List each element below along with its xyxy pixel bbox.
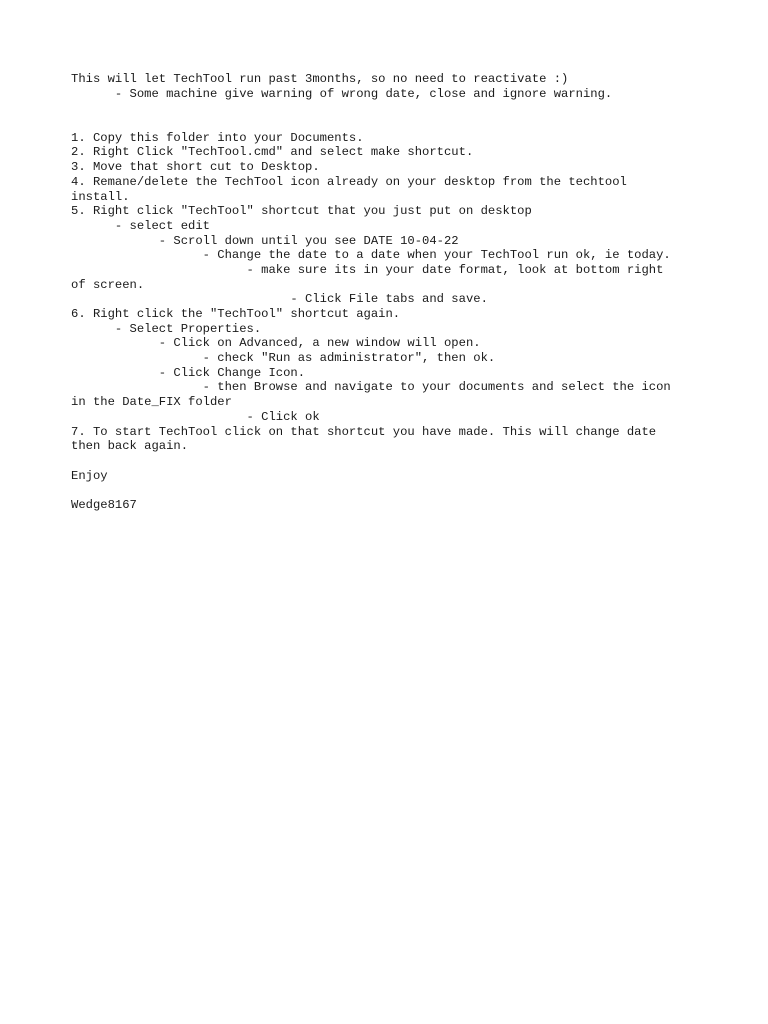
text-line: This will let TechTool run past 3months, so no need to reactivate :)	[71, 72, 569, 86]
text-line: then back again.	[71, 439, 189, 454]
text-line: 4. Remane/delete the TechTool icon already on your desktop from the techtool	[71, 174, 627, 189]
text-line	[71, 116, 711, 131]
text-line: - select edit	[71, 218, 210, 233]
text-line: 7. To start TechTool click on that shortcut you have made. This will change date	[71, 424, 657, 439]
text-line: 5. Right click "TechTool" shortcut that you just put on desktop	[71, 204, 532, 219]
text-line: 3. Move that short cut to Desktop.	[71, 160, 320, 175]
text-line: of screen.	[71, 277, 145, 292]
text-line	[71, 483, 711, 498]
text-line	[71, 101, 711, 116]
text-line: - Scroll down until you see DATE 10-04-22	[71, 233, 459, 248]
text-line: in the Date_FIX folder	[71, 395, 232, 410]
document-text	[71, 72, 711, 513]
text-line: - Click File tabs and save.	[71, 292, 488, 307]
text-line: 2. Right Click "TechTool.cmd" and select make shortcut.	[71, 145, 474, 160]
text-line: - Click on Advanced, a new window will open.	[71, 336, 481, 351]
text-line: - Some machine give warning of wrong date, close and ignore warning.	[71, 86, 613, 101]
text-line: - check "Run as administrator", then ok.	[71, 351, 496, 366]
text-line	[71, 454, 711, 469]
text-line: 1. Copy this folder into your Documents.	[71, 130, 364, 145]
text-line: - Click Change Icon.	[71, 365, 306, 380]
text-line: Enjoy	[71, 468, 108, 483]
text-line: Wedge8167	[71, 497, 137, 512]
text-line: - then Browse and navigate to your documents and select the icon	[71, 380, 671, 395]
text-line: 6. Right click the "TechTool" shortcut again.	[71, 307, 401, 321]
text-line: - Change the date to a date when your TechTool run ok, ie today.	[71, 248, 671, 263]
text-line: - Click ok	[71, 409, 320, 424]
text-line: - make sure its in your date format, look at bottom right	[71, 262, 664, 277]
text-line: - Select Properties.	[71, 321, 262, 336]
text-line: install.	[71, 189, 130, 204]
